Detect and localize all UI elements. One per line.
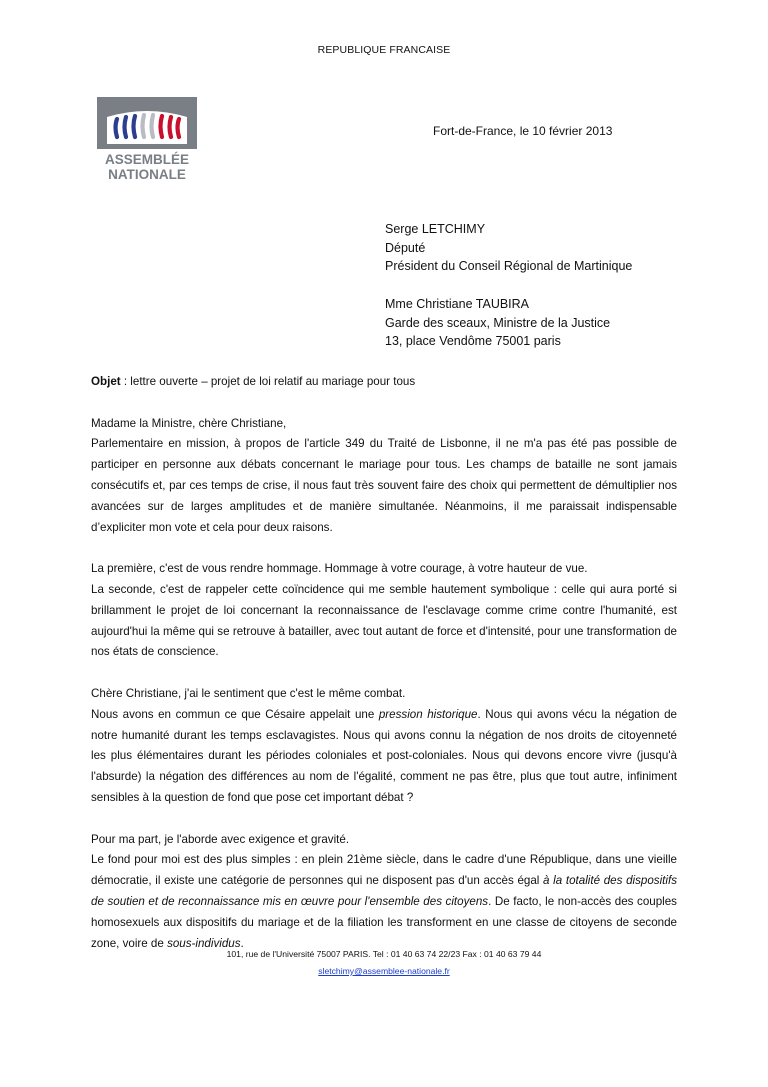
sender-title: Président du Conseil Régional de Martinique [385,259,633,273]
header-title: REPUBLIQUE FRANCAISE [317,44,451,56]
p7-italic-2: sous-individus [167,936,241,950]
object-text: : lettre ouverte – projet de loi relatif au mariage pour tous [120,375,416,388]
footer-address: 101, rue de l'Université 75007 PARIS. Tel : 01 40 63 74 22/23 Fax : 01 40 63 79 44 [226,949,542,959]
recipient-block [385,295,610,351]
paragraph-1: Parlementaire en mission, à propos de l'article 349 du Traité de Lisbonne, il ne m'a pas été pas possible de participer en personne aux débats concernant le mariage pour tous. Les champs de bataille ne sont jamais consécutifs et, par ces temps de crise, il nous faut très souvent faire des choix qui permettent de démultiplier nos avancées sur de larges amplitudes et de manière simultanée. Néanmoins, il me paraissait indispensable d’expliciter mon vote et cela pour deux raisons. [91,437,677,534]
object-line [91,372,677,393]
assemblee-nationale-logo [97,97,197,183]
paragraph-6: Pour ma part, je l'aborde avec exigence et gravité. [91,832,350,846]
p5-text-b: . Nous qui avons vécu la négation de notre humanité durant les temps esclavagistes. Nous qui avons connu la négation de nos droits de citoyenneté les plus élémentaires durant les périodes coloniales et post-coloniales. Nous qui devons encore vivre (jusqu'à l'absurde) la négation des différences au nom de l'égalité, comment ne pas être, plus que tout autre, infiniment sensibles à la question de fond que pose cet important débat ? [91,707,677,804]
paragraph-7 [91,850,677,954]
footer-email-link[interactable]: sletchimy@assemblee-nationale.fr [318,966,450,976]
logo-line2: NATIONALE [108,167,186,182]
sender-role: Député [385,240,426,255]
letter-date: Fort-de-France, le 10 février 2013 [433,124,613,138]
paragraph-3: La seconde, c'est de rappeler cette coïncidence qui me semble hautement symbolique : celle qui aura porté si brillamment le projet de loi concernant la reconnaissance de l'esclavage comme crime contre l'humanité, est aujourd'hui la même qui se retrouve à batailler, avec tout autant de force et d'intensité, pour une transformation de nos états de conscience. [91,582,677,659]
letter-body [91,372,677,954]
recipient-role: Garde des sceaux, Ministre de la Justice [385,315,611,330]
object-label: Objet [91,375,121,388]
paragraph-2: La première, c'est de vous rendre hommage. Hommage à votre courage, à votre hauteur de vue. [91,562,588,576]
paragraph-4: Chère Christiane, j'ai le sentiment que c'est le même combat. [91,686,406,700]
p5-italic: pression historique [378,707,478,721]
sender-name: Serge LETCHIMY [385,222,486,236]
p7-text-b: . De facto, le non-accès des couples homosexuels aux dispositifs du mariage et de la filiation les transforment en une classe de citoyens de seconde zone, voire de [91,894,677,950]
p7-text-c: . [240,936,244,950]
footer [0,946,768,980]
recipient-name: Mme Christiane TAUBIRA [385,297,530,311]
p7-text-a: Le fond pour moi est des plus simples : en plein 21ème siècle, dans le cadre d'une République, dans une vieille démocratie, il existe une catégorie de personnes qui ne disposent pas d'un accès égal [91,853,677,888]
sender-block [385,220,632,276]
paragraph-5 [91,705,677,809]
logo-line1: ASSEMBLÉE [104,152,190,167]
p7-italic-1: à la totalité des dispositifs de soutien et de reconnaissance mis en œuvre pour l'ensemble des citoyens [91,874,677,908]
p5-text-a: Nous avons en commun ce que Césaire appelait une [91,707,379,721]
salutation: Madame la Ministre, chère Christiane, [91,416,287,430]
assemblee-logo-icon [97,97,197,183]
recipient-address: 13, place Vendôme 75001 paris [385,334,561,348]
